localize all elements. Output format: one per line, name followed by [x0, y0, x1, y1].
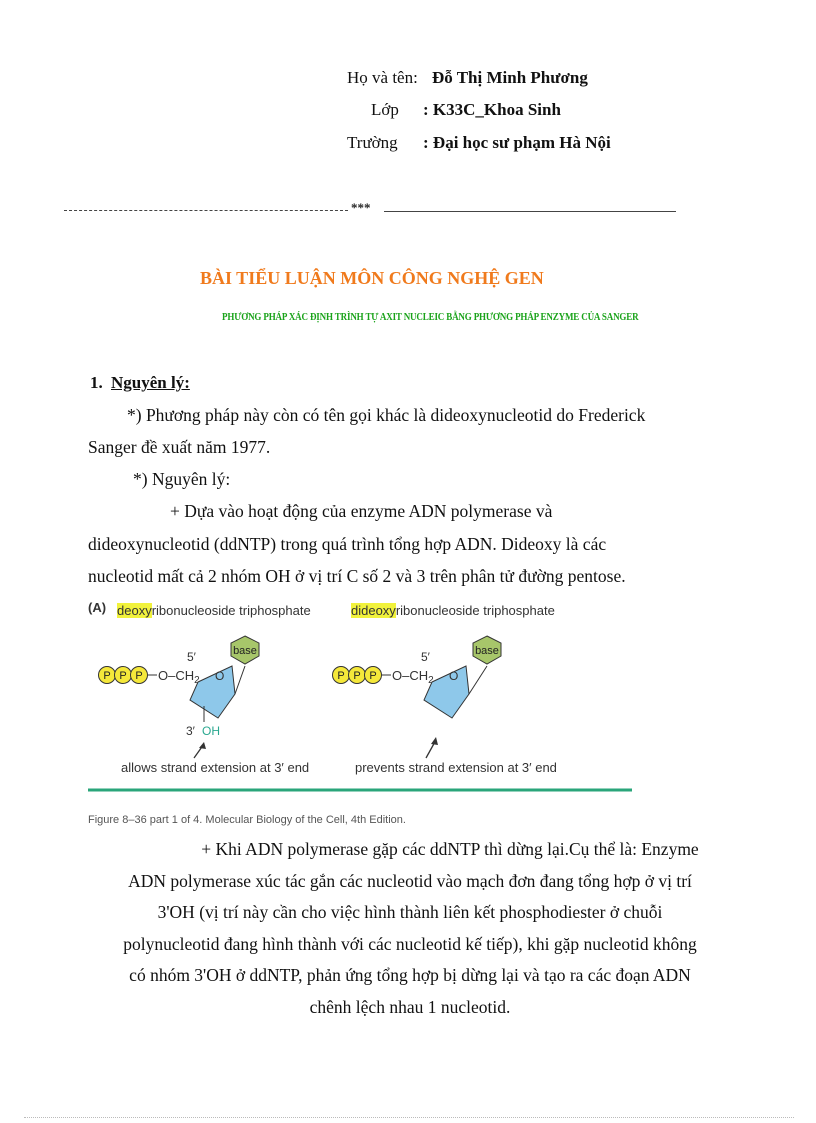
name-value: Đỗ Thị Minh Phương [432, 68, 588, 87]
page-title: BÀI TIỂU LUẬN MÔN CÔNG NGHỆ GEN [200, 268, 544, 288]
class-label: Lớp [371, 100, 399, 119]
para2-line4: polynucleotid đang hình thành với các nucleotid kế tiếp), khi gặp nucleotid không [123, 933, 697, 954]
phosphate-label: P [135, 670, 143, 682]
para2-line2: ADN polymerase xúc tác gắn các nucleotid vào mạch đơn đang tổng hợp ở vị trí [128, 870, 692, 891]
base-label: base [475, 645, 499, 657]
school-label: Trường [347, 133, 398, 152]
para1-line5: dideoxynucleotid (ddNTP) trong quá trình tổng hợp ADN. Dideoxy là các [88, 534, 607, 554]
right-title-rest: ribonucleoside triphosphate [395, 603, 555, 618]
phosphate-label: P [119, 670, 127, 682]
phosphate-label: P [337, 670, 345, 682]
figure-panel-label: (A) [88, 600, 107, 615]
para1-line1: *) Phương pháp này còn có tên gọi khác là dideoxynucleotid do Frederick [127, 405, 646, 425]
five-prime-label: 5′ [421, 650, 430, 664]
molecule-diagram [86, 598, 646, 838]
left-title-rest: ribonucleoside triphosphate [151, 603, 311, 618]
separator [64, 200, 676, 216]
para1-line6: nucleotid mất cả 2 nhóm OH ở vị trí C số 2 và 3 trên phân tử đường pentose. [88, 566, 626, 586]
para2-line5: có nhóm 3'OH ở ddNTP, phản ứng tổng hợp bị dừng lại và tạo ra các đoạn ADN [129, 965, 691, 985]
base-label: base [233, 645, 257, 657]
name-label: Họ và tên: [347, 68, 418, 87]
right-caption: prevents strand extension at 3′ end [355, 760, 557, 775]
para1-line4: + Dựa vào hoạt động của enzyme ADN polymerase và [170, 501, 553, 521]
para2-line3: 3'OH (vị trí này cần cho việc hình thành liên kết phosphodiester ở chuỗi [157, 902, 663, 922]
para2 [40, 834, 780, 1023]
separator-stars: *** [351, 200, 371, 215]
para1-line3: *) Nguyên lý: [133, 469, 231, 489]
page-bottom-border [24, 1117, 794, 1118]
school-value: : Đại học sư phạm Hà Nội [423, 133, 611, 152]
phosphate-label: P [103, 670, 111, 682]
para1-line2: Sanger đề xuất năm 1977. [88, 437, 271, 457]
separator-right [384, 200, 676, 216]
ribose-ring [424, 666, 469, 718]
section-heading [90, 373, 190, 393]
phosphate-label: P [369, 670, 377, 682]
page-subtitle: PHƯƠNG PHÁP XÁC ĐỊNH TRÌNH TỰ AXIT NUCLEIC BẰNG PHƯƠNG PHÁP ENZYME CỦA SANGER [222, 312, 639, 323]
o-ch2-label: $O-CH_2$ [392, 668, 434, 686]
figure [86, 598, 646, 838]
class-value: : K33C_Khoa Sinh [423, 100, 561, 119]
section-number: 1. [90, 373, 103, 392]
ribose-ring [190, 666, 235, 718]
para2-line1: + Khi ADN polymerase gặp các ddNTP thì dừng lại.Cụ thể là: Enzyme [201, 839, 699, 859]
ring-oxygen: O [215, 669, 225, 683]
figure-source: Figure 8–36 part 1 of 4. Molecular Biology of the Cell, 4th Edition. [88, 814, 406, 826]
left-caption: allows strand extension at 3′ end [121, 760, 310, 775]
ring-oxygen: O [449, 669, 459, 683]
three-prime-label: 3′ [186, 724, 195, 738]
phosphate-label: P [353, 670, 361, 682]
deoxy-molecule [99, 636, 310, 775]
para2-line6: chênh lệch nhau 1 nucleotid. [309, 996, 511, 1017]
deoxy-highlight: deoxy [117, 603, 152, 618]
separator-left [64, 200, 348, 216]
section-title: Nguyên lý: [111, 373, 190, 392]
o-ch2-label: $O-CH_2$ [158, 668, 200, 686]
dideoxy-molecule [333, 636, 557, 775]
oh-label: OH [202, 724, 220, 738]
dideoxy-highlight: dideoxy [351, 603, 396, 618]
five-prime-label: 5′ [187, 650, 196, 664]
